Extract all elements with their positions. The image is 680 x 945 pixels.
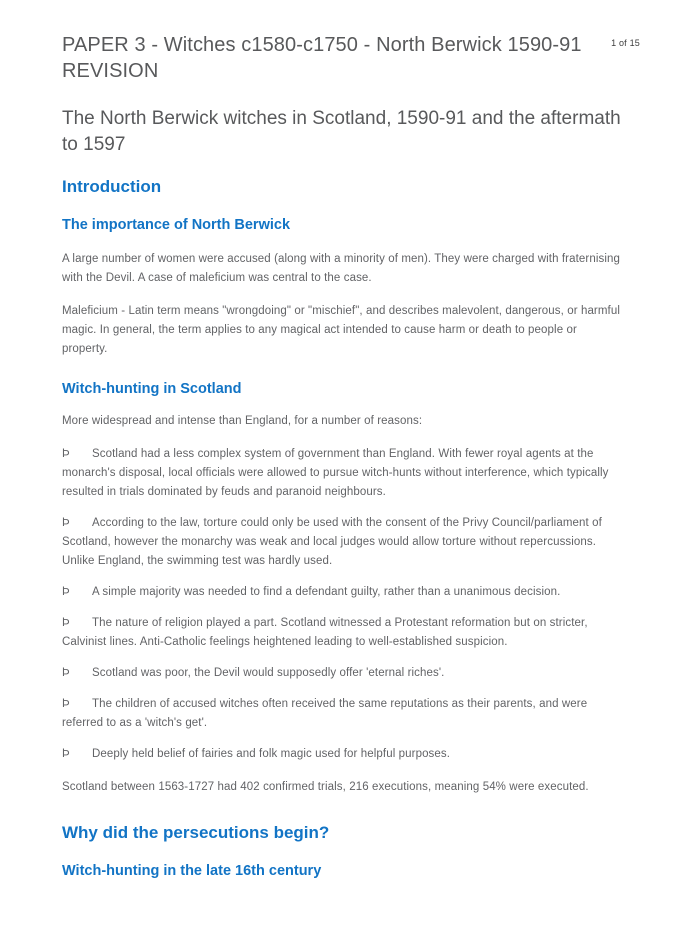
- bullet-text: Deeply held belief of fairies and folk magic used for helpful purposes.: [92, 748, 451, 760]
- bullet-marker: Þ: [62, 617, 70, 629]
- paragraph-importance-2: Maleficium - Latin term means "wrongdoing" or "mischief", and describes malevolent, dangerous, or harmful magic. In general, the term applies to any magical act intended to cause harm or death to people or property.: [62, 305, 620, 355]
- heading-introduction: Introduction: [62, 177, 162, 196]
- paragraph-scotland-summary: Scotland between 1563-1727 had 402 confirmed trials, 216 executions, meaning 54% were executed.: [62, 781, 589, 793]
- bullet-marker: Þ: [62, 667, 70, 679]
- bullet-list-item: [62, 745, 624, 764]
- bullet-text: According to the law, torture could only be used with the consent of the Privy Council/parliament of Scotland, however the monarchy was weak and local judges would allow torture without repercussions. Unlike England, the swimming test was hardly used.: [62, 517, 602, 567]
- bullet-list-item: [62, 583, 624, 602]
- document-page: [0, 32, 680, 945]
- paragraph-importance-1: A large number of women were accused (along with a minority of men). They were charged with fraternising with the Devil. A case of maleficium was central to the case.: [62, 253, 620, 284]
- paragraph-scotland-intro: More widespread and intense than England, for a number of reasons:: [62, 415, 423, 427]
- document-subtitle: The North Berwick witches in Scotland, 1590-91 and the aftermath to 1597: [62, 108, 621, 155]
- bullet-marker: Þ: [62, 448, 70, 460]
- heading-importance-of-north-berwick: The importance of North Berwick: [62, 217, 291, 233]
- bullet-text: Scotland was poor, the Devil would supposedly offer 'eternal riches'.: [92, 667, 445, 679]
- bullet-marker: Þ: [62, 748, 70, 760]
- page-indicator: 1 of 15: [611, 38, 640, 48]
- bullet-text: The children of accused witches often received the same reputations as their parents, and were referred to as a 'witch's get'.: [62, 698, 588, 729]
- bullet-marker: Þ: [62, 586, 70, 598]
- bullet-marker: Þ: [62, 698, 70, 710]
- heading-witch-hunting-in-scotland: Witch-hunting in Scotland: [62, 381, 242, 397]
- bullet-list-item: [62, 695, 624, 733]
- bullet-text: Scotland had a less complex system of government than England. With fewer royal agents at the monarch's disposal, local officials were allowed to pursue witch-hunts without interference, which typically resulted in trials dominated by feuds and paranoid neighbours.: [62, 448, 609, 498]
- bullet-list-item: [62, 514, 624, 571]
- heading-why-persecutions-began: Why did the persecutions begin?: [62, 823, 330, 842]
- bullet-list-item: [62, 614, 624, 652]
- bullet-text: The nature of religion played a part. Scotland witnessed a Protestant reformation but on stricter, Calvinist lines. Anti-Catholic feelings heightened leading to well-established suspicion.: [62, 617, 588, 648]
- heading-witch-hunting-late-16th-century: Witch-hunting in the late 16th century: [62, 863, 322, 879]
- bullet-marker: Þ: [62, 517, 70, 529]
- document-title: PAPER 3 - Witches c1580-c1750 - North Berwick 1590-91 REVISION: [62, 34, 582, 82]
- bullet-text: A simple majority was needed to find a defendant guilty, rather than a unanimous decision.: [92, 586, 561, 598]
- bullet-list-item: [62, 445, 624, 502]
- bullet-list-item: [62, 664, 624, 683]
